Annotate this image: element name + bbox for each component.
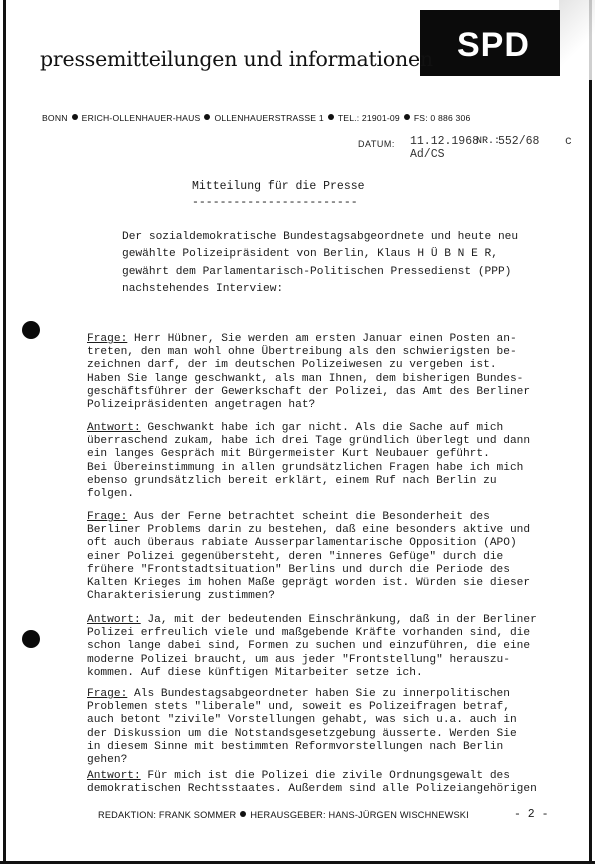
datum-value: 11.12.1968 [410,135,480,148]
punch-hole [22,321,40,339]
qa-line: Polizeipräsidenten angetragen hat? [87,399,316,412]
bullet-icon [240,811,246,817]
page-number: - 2 - [514,808,549,821]
qa-line [87,770,557,783]
footer-herausgeber: HERAUSGEBER: HANS-JÜRGEN WISCHNEWSKI [250,810,469,820]
answer-label: Antwort: [87,422,141,434]
qa-line: Berliner Problems darin zu bestehen, daß eine besonders aktive und [87,524,531,537]
bullet-icon [328,114,334,120]
qa-line: in diesem Sinne mit bestimmten Reformvorstellungen nach Berlin [87,740,504,753]
address-phone: TEL.: 21901-09 [337,113,400,123]
qa-line [87,688,557,701]
question-label: Frage: [87,511,128,523]
qa-block-question [87,511,557,603]
address-street: OLLENHAUERSTRASSE 1 [214,113,324,123]
question-label: Frage: [87,333,128,345]
qa-line: überraschend zukam, habe ich drei Tage gründlich überlegt und dann [87,435,531,448]
datum-label: DATUM: [358,139,395,149]
qa-line: frühere "Frontstadtsituation" Berlins und durch die Periode des [87,563,510,576]
address-building: ERICH-OLLENHAUER-HAUS [81,113,201,123]
bullet-icon [404,114,410,120]
qa-line: oft auch überaus rabiate Ausserparlamentarische Opposition (APO) [87,537,517,550]
qa-line: treten, den man wohl ohne Übertreibung als den schwierigsten be- [87,346,517,359]
scan-corner-shadow [559,0,595,80]
reference-initials: Ad/CS [410,148,445,161]
qa-text: Als Bundestagsabgeordneter haben Sie zu innerpolitischen [127,688,510,700]
spd-logo: SPD [457,26,530,64]
qa-line: Polizei erfreulich viele und maßgebende Kräfte vorhanden sind, die [87,627,531,640]
qa-line [87,511,557,524]
qa-line: demokratischen Rechtsstaates. Außerdem sind alle Polizeiangehörigen [87,783,537,796]
address-city: BONN [42,113,68,123]
qa-line: einer Polizei gegenübersteht, deren "inneres Gefüge" durch die [87,550,504,563]
punch-hole [22,630,40,648]
address-line [42,113,470,123]
bullet-icon [72,114,78,120]
qa-line: auch betont "zivile" Vorstellungen gehabt, was sich u.a. auch in [87,714,517,727]
qa-block-answer [87,422,557,501]
qa-line: Charakterisierung zustimmen? [87,590,275,603]
answer-label: Antwort: [87,770,141,782]
answer-label: Antwort: [87,614,141,626]
qa-text: Herr Hübner, Sie werden am ersten Januar einen Posten an- [127,333,517,345]
intro-line: gewählte Polizeipräsident von Berlin, Klaus H Ü B N E R, [122,248,498,261]
qa-line [87,614,557,627]
intro-paragraph [122,229,552,298]
qa-block-question [87,688,557,767]
qa-line: geschäftsführer der Gewerkschaft der Polizei, das Amt des Berliner [87,385,531,398]
masthead-title: pressemitteilungen und informationen [40,47,433,71]
nr-value: 552/68 [498,135,540,148]
qa-line [87,333,557,346]
qa-line: schon lange dabei sind, Formen zu suchen und einzuführen, die eine [87,640,531,653]
qa-text: Geschwankt habe ich gar nicht. Als die Sache auf mich [140,422,504,434]
qa-line: Kalten Krieges im hohen Maße geprägt worden ist. Würden sie dieser [87,577,531,590]
qa-line: folgen. [87,488,134,501]
qa-line: moderne Polizei braucht, um aus jeder "Frontstellung" herauszu- [87,653,510,666]
qa-line: Bei Übereinstimmung in allen grundsätzlichen Fragen habe ich mich [87,461,524,474]
qa-line: gehen? [87,754,128,767]
nr-suffix: c [565,135,572,148]
qa-block-answer [87,770,557,796]
bullet-icon [204,114,210,120]
qa-line: ein langes Gespräch mit Bürgermeister Kurt Neubauer geführt. [87,448,490,461]
intro-line: Der sozialdemokratische Bundestagsabgeordnete und heute neu [122,231,519,243]
qa-text: Ja, mit der bedeutenden Einschränkung, daß in der Berliner [140,614,537,626]
qa-line: der Diskussion um die Notstandsgesetzgebung äusserte. Werden Sie [87,727,517,740]
qa-line: kommen. Auf diese künftigen Mitarbeiter setze ich. [87,666,423,679]
footer-line [98,810,469,820]
footer-redaktion: REDAKTION: FRANK SOMMER [98,810,237,820]
qa-line: Problemen stets "liberale" und, soweit es Polizeifragen betraf, [87,701,510,714]
question-label: Frage: [87,688,128,700]
page-border-left [3,0,6,864]
qa-block-question [87,333,557,412]
nr-label: NR.: [476,136,501,147]
qa-line: zeichnen darf, der im deutschen Polizeiwesen zu vergeben ist. [87,359,497,372]
document-heading: Mitteilung für die Presse [192,180,365,193]
page-border-right [589,0,592,864]
qa-line [87,422,557,435]
qa-text: Aus der Ferne betrachtet scheint die Besonderheit des [127,511,490,523]
heading-underline: ------------------------ [192,196,358,209]
intro-line: gewährt dem Parlamentarisch-Politischen Pressedienst (PPP) [122,265,512,278]
qa-line: ebenso grundsätzlich bereit erklärt, einem Ruf nach Berlin zu [87,474,497,487]
intro-line: nachstehendes Interview: [122,282,284,295]
qa-line: Haben Sie lange geschwankt, als man Ihnen, dem bisherigen Bundes- [87,372,524,385]
address-telex: FS: 0 886 306 [413,113,471,123]
qa-text: Für mich ist die Polizei die zivile Ordnungsgewalt des [140,770,510,782]
qa-block-answer [87,614,557,680]
